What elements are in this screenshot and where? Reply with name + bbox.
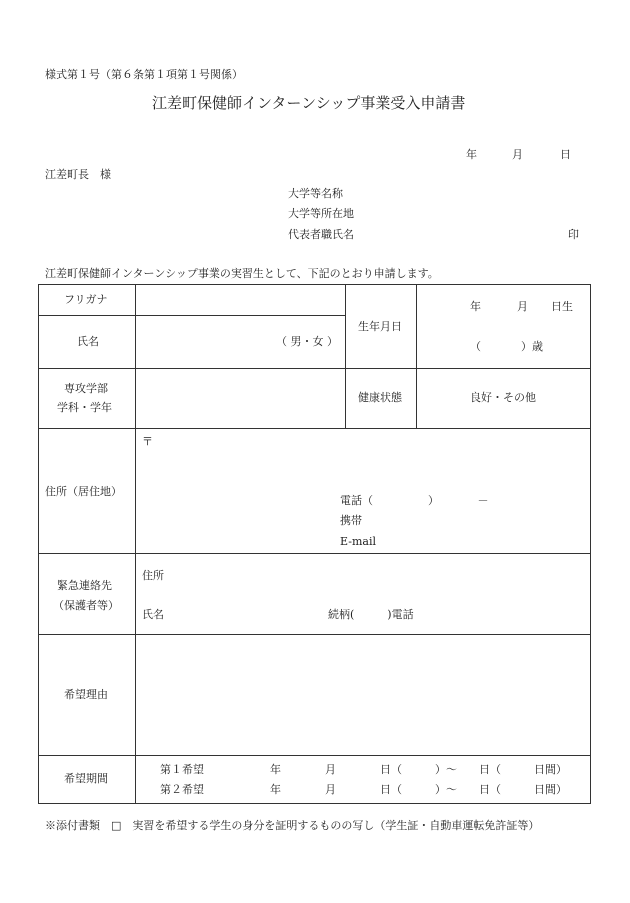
emergency-label-line1: 緊急連絡先 bbox=[57, 579, 112, 592]
health-label: 健康状態 bbox=[358, 391, 402, 404]
emergency-label-line2: （保護者等） bbox=[53, 599, 119, 612]
age-close: ）歳 bbox=[521, 340, 543, 353]
phone-label: 電話（ ） － bbox=[340, 494, 489, 507]
relation-phone-label: 続柄( )電話 bbox=[328, 608, 414, 621]
gender-choice: （ 男・女 ） bbox=[276, 335, 338, 348]
furigana-label: フリガナ bbox=[64, 293, 108, 306]
intro-text: 江差町保健師インターンシップ事業の実習生として、下記のとおり申請します。 bbox=[45, 267, 439, 280]
page-title: 江差町保健師インターンシップ事業受入申請書 bbox=[152, 94, 466, 112]
health-value: 良好・その他 bbox=[470, 391, 536, 404]
school-address-label: 大学等所在地 bbox=[288, 207, 354, 220]
name-label: 氏名 bbox=[77, 335, 99, 348]
period-second-choice: 第２希望 年 月 日（ ）～ 日（ 日間） bbox=[160, 783, 567, 796]
addressee: 江差町長 様 bbox=[45, 168, 111, 181]
attachment-note: ※添付書類 □ 実習を希望する学生の身分を証明するものの写し（学生証・自動車運転免許証等） bbox=[45, 819, 540, 832]
reason-label: 希望理由 bbox=[64, 688, 108, 701]
age-open: （ bbox=[470, 340, 481, 353]
birthdate-label: 生年月日 bbox=[358, 320, 402, 333]
date-day: 日 bbox=[560, 148, 571, 161]
date-month: 月 bbox=[512, 148, 523, 161]
form-number: 様式第１号（第６条第１項第１号関係） bbox=[45, 68, 243, 81]
mobile-label: 携帯 bbox=[340, 514, 362, 527]
school-name-label: 大学等名称 bbox=[288, 187, 343, 200]
postal-mark: 〒 bbox=[142, 435, 153, 448]
period-first-choice: 第１希望 年 月 日（ ）～ 日（ 日間） bbox=[160, 763, 567, 776]
date-year: 年 bbox=[466, 148, 477, 161]
period-label: 希望期間 bbox=[64, 772, 108, 785]
email-label: E-mail bbox=[340, 535, 376, 548]
emergency-name-label: 氏名 bbox=[142, 608, 164, 621]
birth-day: 日生 bbox=[551, 300, 573, 313]
major-label-line2: 学科・学年 bbox=[57, 401, 112, 414]
emergency-address-label: 住所 bbox=[142, 569, 164, 582]
representative-label: 代表者職氏名 bbox=[288, 228, 354, 241]
address-label: 住所（居住地） bbox=[45, 485, 122, 498]
birth-month: 月 bbox=[517, 300, 528, 313]
major-label-line1: 専攻学部 bbox=[64, 382, 108, 395]
birth-year: 年 bbox=[470, 300, 481, 313]
seal-mark: 印 bbox=[568, 228, 579, 241]
